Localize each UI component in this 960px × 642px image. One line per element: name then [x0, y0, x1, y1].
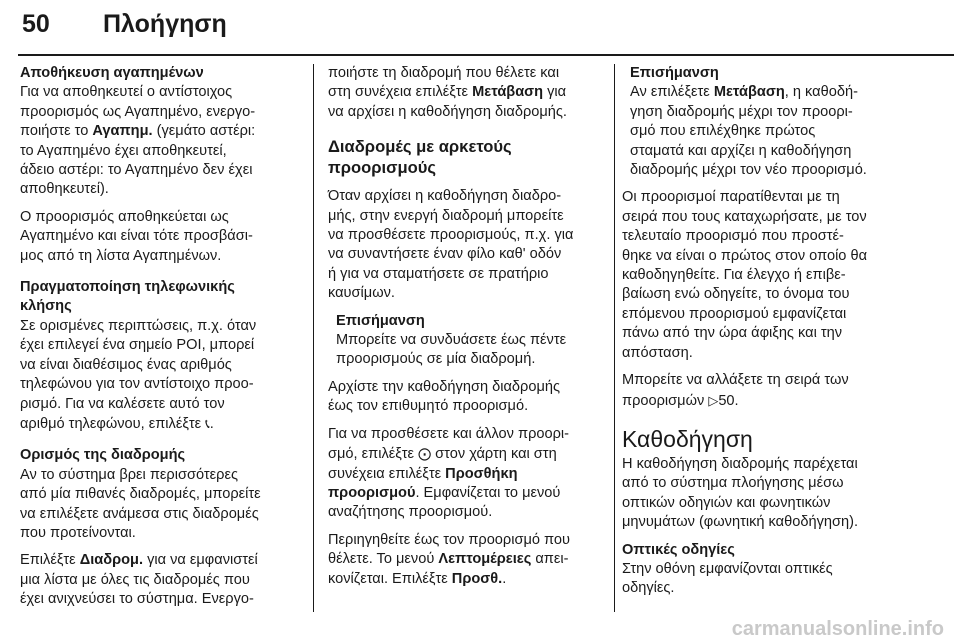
- note-heading: Επισήμανση: [336, 312, 425, 329]
- details-label: Λεπτομέρειες: [438, 551, 532, 568]
- paragraph-save-favourites: Για να αποθηκευτεί ο αντίστοιχος προορισμός ως Αγαπημένο, ενεργο- ποιήστε το Αγαπημ. (γεμάτο αστέρι: το Αγαπημένο έχει αποθηκευτεί, άδειο αστέρι: το Αγαπημένο δεν έχει αποθηκευτεί).: [20, 84, 256, 198]
- paragraph-multi-destination: Όταν αρχίσει η καθοδήγηση διαδρο- μής, στην ενεργή διαδρομή μπορείτε να προσθέσετε προορισμούς, π.χ. για να συναντήσετε έναν φίλο καθ' οδόν ή για να σταματήσετε σε πρατήριο καυσίμων.: [328, 188, 574, 302]
- paragraph-route-definition: Αν το σύστημα βρει περισσότερες από μία πιθανές διαδρομές, μπορείτε να επιλέξετε ανάμεσα στις διαδρομές που προτείνονται.: [20, 466, 261, 541]
- paragraph-route-continue: ποιήστε τη διαδρομή που θέλετε και στη συνέχεια επιλέξτε Μετάβαση για να αρχίσει η καθοδήγηση διαδρομής.: [328, 65, 567, 120]
- note-box-2: [630, 64, 944, 180]
- paragraph-visual-instructions: Στην οθόνη εμφανίζονται οπτικές οδηγίες.: [622, 560, 833, 597]
- heading-save-favourites: Αποθήκευση αγαπημένων: [20, 65, 204, 81]
- paragraph-change-order: Μπορείτε να αλλάξετε τη σειρά των προορισμών ▷50.: [622, 372, 849, 409]
- paragraph-destination-order: Οι προορισμοί παρατίθενται με τη σειρά που τους καταχωρήσατε, με τον τελευταίο προορισμό που προστέ- θηκε να είναι ο πρώτος στον οποίο θα καθοδηγηθείτε. Για έλεγχο ή επιβε- βαίωση ενώ οδηγείτε, το όνομα του επόμενου προορισμού εμφανίζεται πάνω από την ώρα άφιξης και την απόσταση.: [622, 189, 868, 361]
- page-number: 50: [22, 10, 50, 38]
- paragraph-routes-list: Επιλέξτε Διαδρομ. για να εμφανιστεί μια λίστα με όλες τις διαδρομές που έχει ανιχνεύσει το σύστημα. Ενεργο-: [20, 552, 258, 608]
- add-label: Προσθ.: [451, 570, 503, 587]
- phone-icon: 📞︎: [205, 415, 210, 431]
- routes-label: Διαδρομ.: [79, 552, 144, 569]
- heading-guidance: Καθοδήγηση: [622, 425, 753, 452]
- go-label: Μετάβαση: [472, 84, 544, 101]
- column-1: [20, 64, 302, 618]
- column-2: [328, 64, 610, 597]
- paragraph-favourites-list: Ο προορισμός αποθηκεύεται ως Αγαπημένο και είναι τότε προσβάσι- μος από τη λίστα Αγαπημένων.: [20, 208, 253, 264]
- note-text-2: Αν επιλέξετε Μετάβαση, η καθοδή- γηση διαδρομής μέχρι τον προορι- σμό που επιλέχθηκε πρώτος σταματά και αρχίζει η καθοδήγηση διαδρομής μέχρι τον νέο προορισμό.: [630, 84, 867, 179]
- note-text: Μπορείτε να συνδυάσετε έως πέντε προορισμούς σε μία διαδρομή.: [336, 332, 567, 368]
- favourite-label: Αγαπημ.: [92, 123, 153, 140]
- paragraph-start-guidance: Αρχίστε την καθοδήγηση διαδρομής έως τον επιθυμητό προορισμό.: [328, 378, 561, 415]
- page-title: Πλοήγηση: [103, 10, 227, 38]
- column-3: [622, 64, 944, 607]
- page-reference-icon: ▷: [708, 392, 719, 408]
- page-header: [0, 0, 960, 58]
- column-divider-2: [614, 64, 615, 612]
- heading-route-definition: Ορισμός της διαδρομής: [20, 447, 186, 464]
- page-reference-link[interactable]: 50: [718, 392, 735, 409]
- column-divider-1: [313, 64, 314, 612]
- paragraph-browse-destination: Περιηγηθείτε έως τον προορισμό που θέλετε. Το μενού Λεπτομέρειες απει- κονίζεται. Επιλέξτε Προσθ..: [328, 531, 571, 587]
- target-icon: ⨀: [418, 446, 432, 462]
- heading-phone-call: Πραγματοποίηση τηλεφωνικής κλήσης: [20, 279, 235, 315]
- paragraph-add-destination: Για να προσθέσετε και άλλον προορι- σμό, επιλέξτε ⨀ στον χάρτη και στη συνέχεια επιλέξτε Προσθήκη προορισμού. Εμφανίζεται το μενού αναζήτησης προορισμού.: [328, 425, 570, 521]
- note-box: [336, 312, 610, 370]
- add-destination-label: Προσθήκη: [445, 465, 518, 482]
- note-heading-2: Επισήμανση: [630, 65, 719, 81]
- paragraph-guidance: Η καθοδήγηση διαδρομής παρέχεται από το σύστημα πλοήγησης μέσω οπτικών οδηγιών και φωνητικών μηνυμάτων (φωνητική καθοδήγηση).: [622, 455, 859, 531]
- header-rule: [18, 54, 954, 56]
- paragraph-phone-call: Σε ορισμένες περιπτώσεις, π.χ. όταν έχει επιλεγεί ένα σημείο POI, μπορεί να είναι διαθέσιμος ένας αριθμός τηλεφώνου για τον αντίστοιχο προο- ρισμό. Για να καλέσετε αυτό τον αριθμό τηλεφώνου, επιλέξτε 📞︎.: [20, 317, 257, 432]
- heading-visual-instructions: Οπτικές οδηγίες: [622, 541, 735, 558]
- watermark: carmanualsonline.info: [731, 618, 944, 640]
- heading-multi-destination: Διαδρομές με αρκετούς προορισμούς: [328, 137, 512, 178]
